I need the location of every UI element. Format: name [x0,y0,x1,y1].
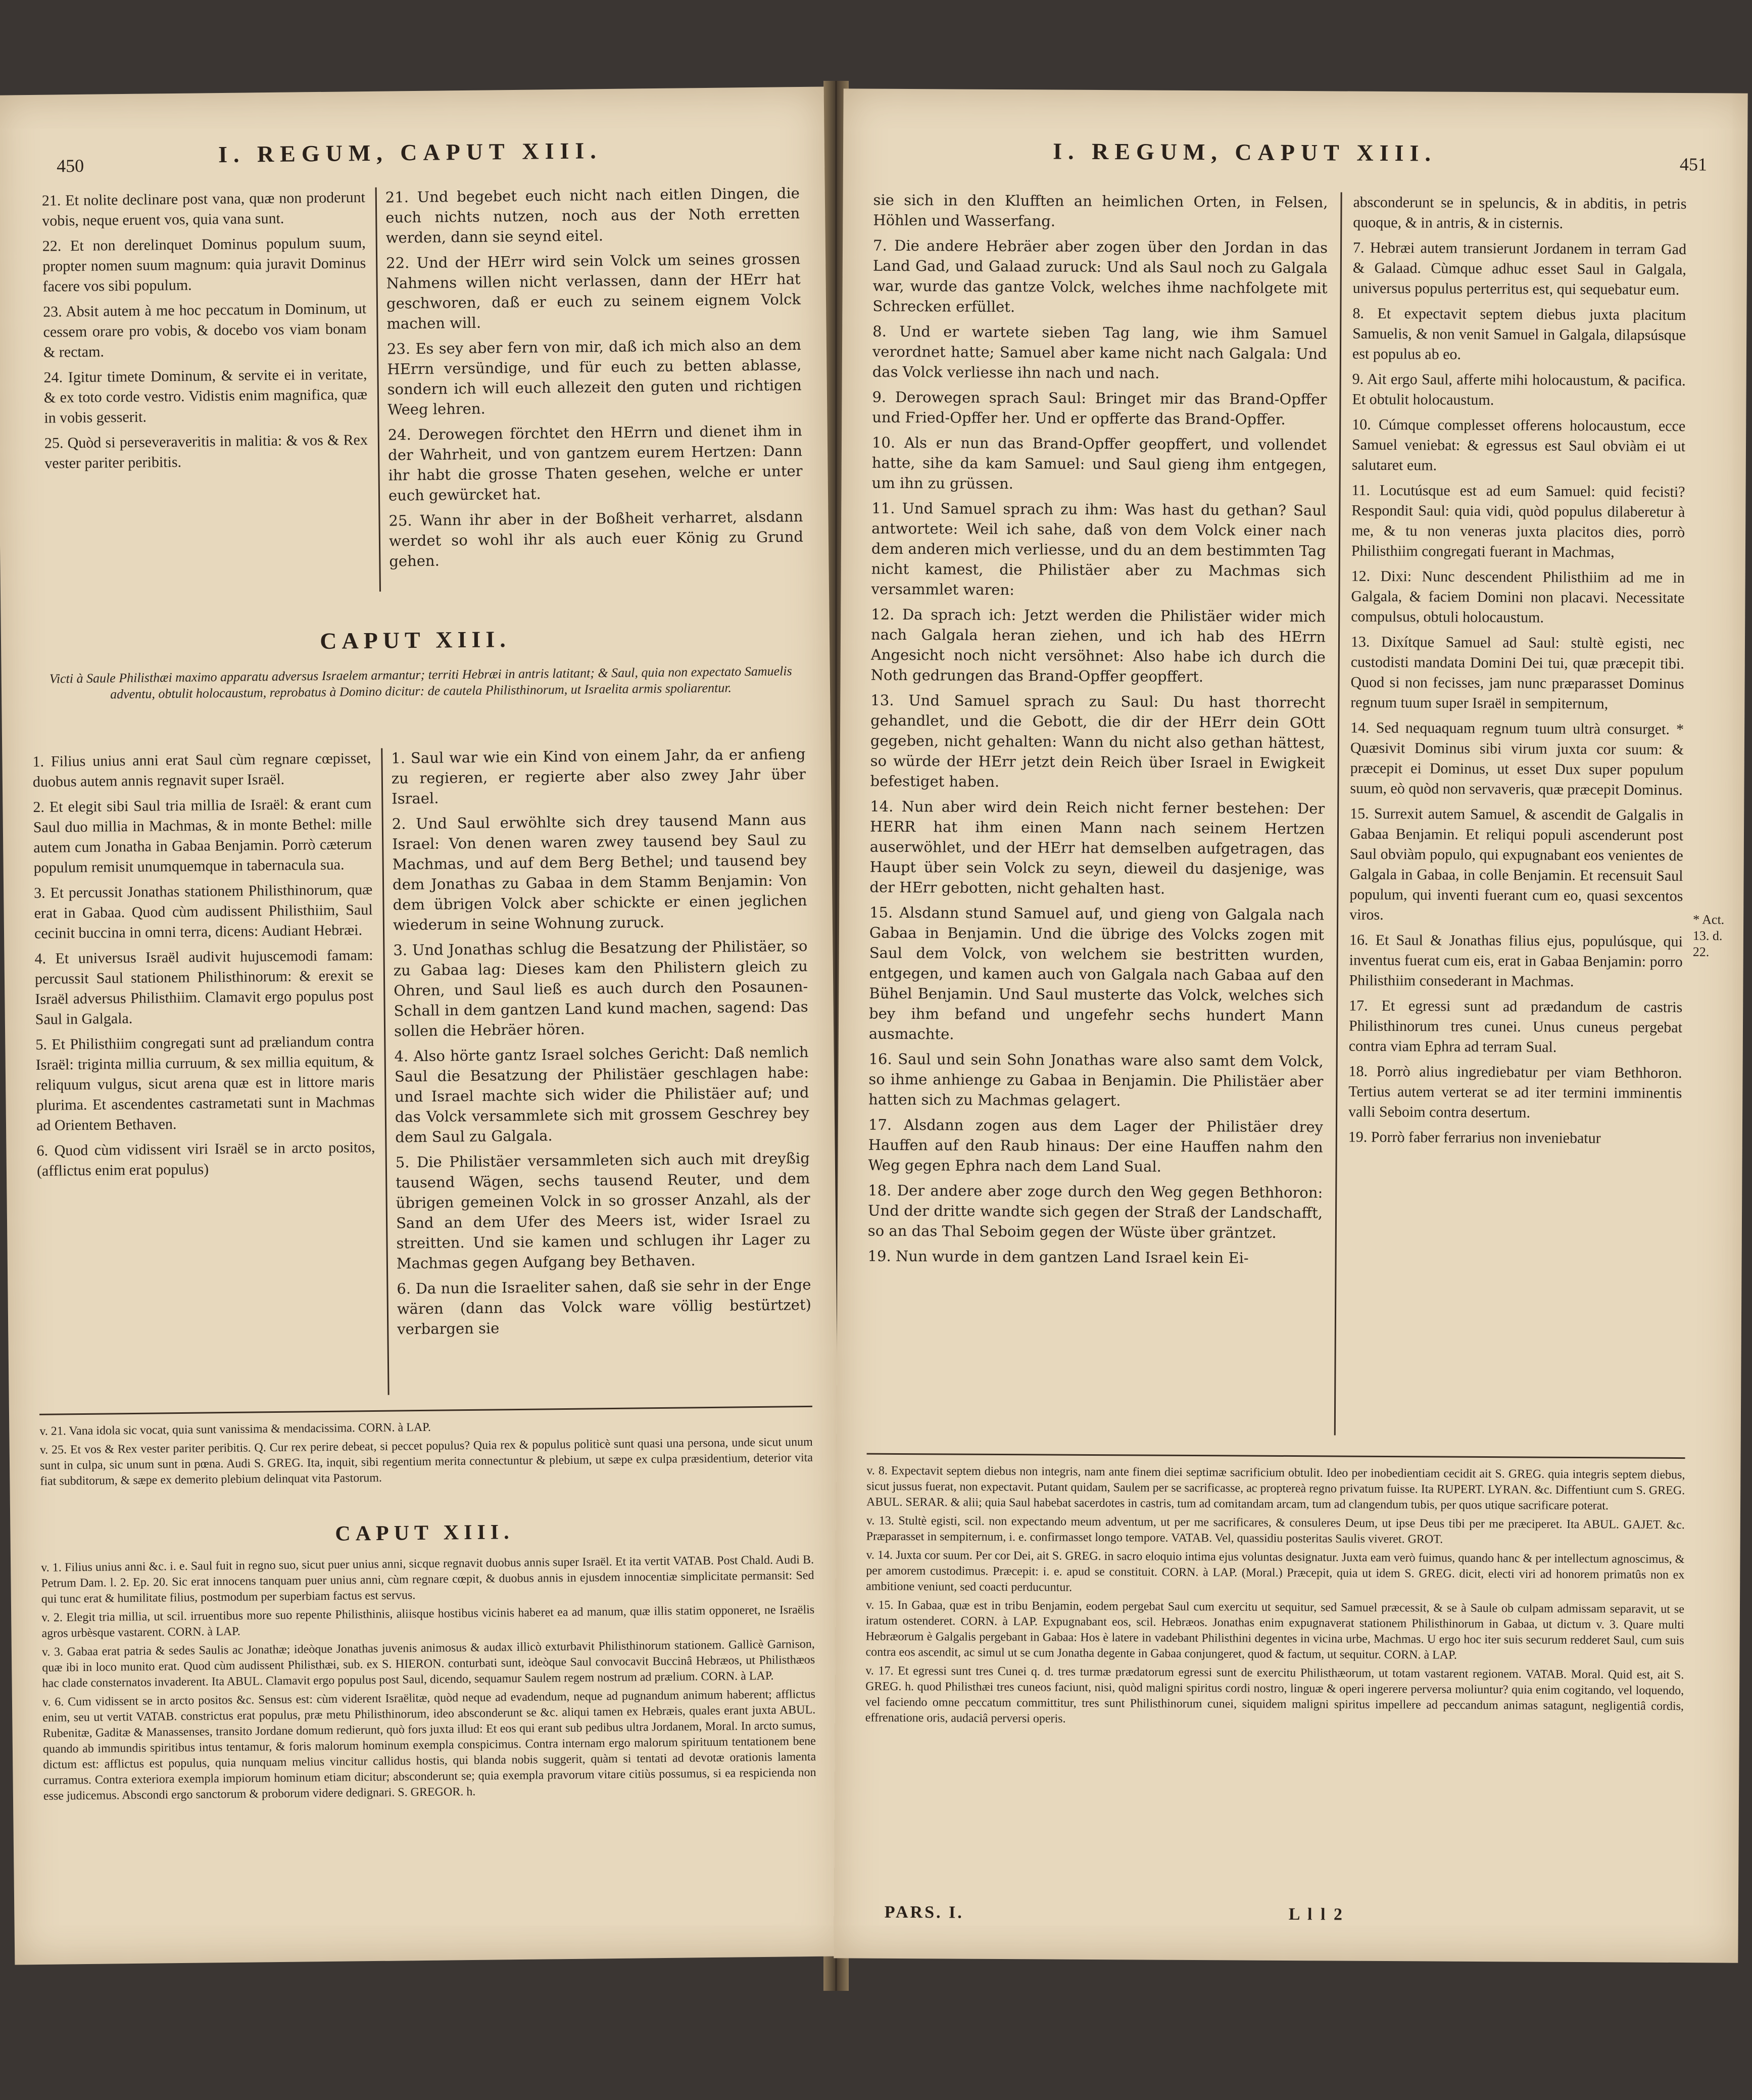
verse: absconderunt se in speluncis, & in abditis, in petris quoque, & in antris, & in cisternis. [1353,194,1687,232]
verse: 4. Also hörte gantz Israel solches Gericht: Daß nemlich Saul die Besatzung der Philistäer geschlagen habe: und Israel machte sich wider die Philistäer auf; und das Volck versammlete sich mit grossem Geschrey bey dem Saul zu Galgala. [394,1043,810,1146]
verse: 25. Wann ihr aber in der Boßheit verharret, alsdann werdet so wohl ihr als auch euer König zu Grund gehen. [388,507,804,570]
latin-column-top [42,187,369,595]
verse: 1. Saul war wie ein Kind von einem Jahr, da er anfieng zu regieren, er regierte aber also zwey Jahr über Israel. [391,745,806,807]
verse: 7. Hebræi autem transierunt Jordanem in terram Gad & Galaad. Cùmque adhuc esset Saul in Galgala, universus populus perterritus est, qui sequebatur eum. [1352,239,1687,299]
verse: 13. Dixítque Samuel ad Saul: stultè egisti, nec custodisti mandata Domini Dei tui, quæ præcepit tibi. Quod si non fecisses, jam nunc præparasset Dominus regnum tuum super Israël in sempiternum, [1350,633,1685,712]
note: v. 21. Vana idola sic vocat, quia sunt vanissima & mendacissima. CORN. à LAP. [39,1420,431,1438]
verse: 19. Porrò faber ferrarius non inveniebatur [1348,1128,1601,1147]
note: v. 13. Stultè egisti, scil. non expectando meum adventum, ut per me sacrificares, & consuleres Deum, ut ipse Deus tibi per me præciperet. Ita ABUL. GAJET. &c. Præparasset in sempiternum, i. e. confirmasset longo tempore. VATAB. Vel, quassidiu posteritas Saulis viveret. GROT. [866,1514,1685,1546]
verse: 11. Und Samuel sprach zu ihm: Was hast du gethan? Saul antwortete: Weil ich sahe, daß von dem Volck einer nach dem anderen mich verliesse, und du an dem bestimmten Tag nicht kamest, die Philistäer aber zu Machmas sich versammlet waren: [871,499,1327,599]
verse: 5. Die Philistäer versammleten sich auch mit dreyßig tausend Wägen, sechs tausend Reuter, und dem übrigen gemeinen Volck in so grosser Anzahl, als der Sand an dem Ufer des Meers ist, wider Israel zu streitten. Und sie kamen und schlugen ihr Lager zu Machmas gegen Aufgang bey Bethaven. [395,1149,811,1272]
verse: 21. Et nolite declinare post vana, quæ non proderunt vobis, neque eruent vos, quia vana sunt. [41,189,365,229]
verse: 23. Absit autem à me hoc peccatum in Dominum, ut cessem orare pro vobis, & docebo vos viam bonam & rectam. [42,300,367,361]
verse: 6. Quod cùm vidissent viri Israël se in arcto positos, (afflictus enim erat populus) [36,1138,375,1179]
notes-divider [39,1406,812,1415]
page-number-left: 450 [56,155,84,176]
verse: 7. Die andere Hebräer aber zogen über den Jordan in das Land Gad, und Galaad zuruck: Und als Saul noch zu Galgala war, wurde das gantze Volck, welches ihme nachfolgete mit Schrecken erfüllet. [872,236,1328,316]
notes [864,1463,1685,1892]
german-column [867,190,1328,1436]
verse: 9. Derowegen sprach Saul: Bringet mir das Brand-Opffer und Fried-Opffer her. Und er opfferte das Brand-Opffer. [872,388,1327,428]
verse: 14. Sed nequaquam regnum tuum ultrà consurget. * Quæsivit Dominus sibi virum juxta cor suum: & præcepit ei Dominus, ut esset Dux super populum suum, eò quòd non servaveris, quæ præcepit Dominus. [1350,719,1684,799]
verse: 8. Et expectavit septem diebus juxta placitum Samuelis, & non venit Samuel in Galgala, dilapsúsque est populus ab eo. [1352,305,1686,363]
verse: 1. Filius unius anni erat Saul cùm regnare cœpisset, duobus autem annis regnavit super Israël. [32,749,371,790]
column-divider [375,187,381,592]
verse: 13. Und Samuel sprach zu Saul: Du hast thorrecht gehandlet, und die Gebott, die dir der HErr dein GOtt gegeben, nicht gehalten: Wann du nicht also gethan hättest, so würde der HErr jetzt dein Reich über Israel in Ewigkeit befestiget haben. [870,691,1326,790]
note: v. 25. Et vos & Rex vester pariter peribitis. Q. Cur rex perire debeat, si peccet populus? Quia rex & populus politicè sunt quasi una persona, unde sicut unum sunt in culpa, sic unum sunt in pœna. Audi S. GREG. Ita, inquit, sibi regentium merita connectuntur & plebium, ut sæpe ex culpa præsidentium, deterior vita fiat subditorum, & sæpe ex demerito plebium delinquat vita Pastorum. [39,1435,813,1488]
german-column-main [391,744,812,1405]
verse: 23. Es sey aber fern von mir, daß ich mich also an dem HErrn versündige, und für euch zu betten ablasse, sondern ich will euch allezeit den guten und richtigen Weeg lehren. [386,336,802,418]
verse: 15. Alsdann stund Samuel auf, und gieng von Galgala nach Gabaa in Benjamin. Und die übrige des Volcks zogen mit Saul dem Volck, von welchem sie bestritten wurden, entgegen, und kamen auch von Galgala nach Gabaa auf den Bühel Benjamin. Und Saul musterte das Volck, welches sich bey ihm befand und ungefehr sechs hundert Mann ausmachte. [868,903,1325,1043]
margin-cross-reference: * Act. 13. d. 22. [1692,912,1725,960]
verse: 3. Und Jonathas schlug die Besatzung der Philistäer, so zu Gabaa lag: Dieses kam den Philistern gleich zu Ohren, und Saul ließ es auch durch den Posaunen-Schall in dem gantzen Land kund machen, sagend: Das sollen die Hebräer hören. [393,937,808,1040]
running-head-right: I. REGUM, CAPUT XIII. [1053,138,1437,166]
verse: 21. Und begebet euch nicht nach eitlen Dingen, die euch nichts nutzen, noch aus der Noth erretten werden, dann sie seynd eitel. [385,184,800,247]
note: v. 3. Gabaa erat patria & sedes Saulis ac Jonathæ; ideòque Jonathas juvenis animosus & audax illicò exturbavit Philisthinorum stationem. Gallicè Garnison, quæ ibi in loco munito erat. Quod cùm audissent Philisthæi, sub. ex S. HIERON. conturbati sunt, ideòque Saul convocavit Buccinâ Hebræos, ut Philisthæos hac clade consternatos invaderent. Ita ABUL. Clamavit ergo populus post Saul, dicendo, sequamur Saulem regem nostrum ad prælium. CORN. à LAP. [41,1637,815,1690]
verse: 14. Nun aber wird dein Reich nicht ferner bestehen: Der HERR hat ihm einen Mann nach seinem Hertzen auserwöhlet, und der HErr hat demselben aufgetragen, das Haupt über sein Volck zu seyn, dieweil du dasjenige, was der HErr gebotten, nicht gehalten hast. [869,797,1325,897]
verse: 9. Ait ergo Saul, afferte mihi holocaustum, & pacifica. Et obtulit holocaustum. [1352,370,1686,409]
verse: 2. Und Saul erwöhlte sich drey tausend Mann aus Israel: Von denen waren zwey tausend bey Saul zu Machmas, und auf dem Berg Bethel; und tausend bey dem Jonathas zu Gabaa in dem Stamm Benjamin: Von dem übrigen Volck aber schickte er einen jeglichen wiederum in seine Wohnung zuruck. [392,810,807,934]
notes-divider [867,1453,1685,1459]
verse: 3. Et percussit Jonathas stationem Philisthinorum, quæ erat in Gabaa. Quod cùm audissent Philisthiim, Saul cecinit buccina in omni terra, dicens: Audiant Hebræi. [34,881,373,942]
verse: sie sich in den Klufften an heimlichen Orten, in Felsen, Höhlen und Wasserfang. [873,191,1328,230]
signature-mark: L l l 2 [1288,1905,1345,1924]
verse: 10. Cúmque complesset offerens holocaustum, ecce Samuel veniebat: & egressus est Saul obviàm ei ut salutaret eum. [1351,416,1686,474]
note: v. 14. Juxta cor suum. Per cor Dei, ait S. GREG. in sacro eloquio intima ejus voluntas designatur. Juxta eam verò fuimus, quando hanc & per intellectum agnoscimus, & per amorem custodimus. Præcepit: i. e. apud se constituit. CORN. à LAP. (Moral.) Præcepit, quia ut idem S. GREG. dicit, electi viri ad honorem primatûs non ex ambitione veniunt, sed coacti perducuntur. [866,1548,1685,1594]
chapter-argument: Victi à Saule Philisthæi maximo apparatu adversus Israelem armantur; territi Hebræi in antris latitant; & Saul, quia non expectato Samuelis adventu, obtulit holocaustum, reprobatus à Domino dicitur: de cautela Philisthinorum, ut Israelita armis spoliarentur. [49,663,792,702]
verse: 12. Da sprach ich: Jetzt werden die Philistäer wider mich nach Galgala heran ziehen, und ich hab des HErrn Angesicht noch nicht versöhnet: Also habe ich durch die Noth gedrungen das Brand-Opffer geopffert. [870,605,1326,686]
verse: 22. Et non derelinquet Dominus populum suum, propter nomen suum magnum: quia juravit Dominus facere vos sibi populum. [42,234,366,295]
verse: 10. Als er nun das Brand-Opffer geopffert, und vollendet hatte, sihe da kam Samuel: und Saul gieng ihm entgegen, um ihn zu grüssen. [871,434,1327,493]
verse: 2. Et elegit sibi Saul tria millia de Israël: & erant cum Saul duo millia in Machmas, & in monte Bethel: mille autem cum Jonatha in Gabaa Benjamin. Porrò cæterum populum remisit unumquemque in tabernacula sua. [33,795,372,876]
running-head-left: I. REGUM, CAPUT XIII. [218,137,603,168]
verse: 11. Locutúsque est ad eum Samuel: quid fecisti? Respondit Saul: quia vidi, quòd populus dilaberetur à me, & tu non veneras juxta placitos dies, porrò Philisthiim congregati fuerant in Machmas, [1351,482,1685,561]
page-number-right: 451 [1679,154,1708,175]
verse: 8. Und er wartete sieben Tag lang, wie ihm Samuel verordnet hatte; Samuel aber kame nicht nach Galgala: Und das Volck verliesse ihn nach und nach. [872,322,1328,382]
note: v. 15. In Gabaa, quæ est in tribu Benjamin, eodem pergebat Saul cum exercitu ut sequitur, sed Samuel præcessit, & se à Saule ob culpam admissam separavit, ut se iratum ostenderet. CORN. à LAP. Expugnabant eos, scil. Hebræos. Jonathas enim expugnaverat stationem Philisthinorum in Gabaa, ut dictum v. 3. Quare multi Hebræorum è Galgalis pergebant in Gabaa: Hos è latere in vadebant Philisthini degentes in vicina urbe, Machmas. U ergo hoc iter suis securum redderet Saul, cum suis contra eos ascendit, ac simul ut se cum Jonatha degente in Gabaa conjungeret, quod & factum, ut sequitur. CORN. à LAP. [865,1598,1685,1662]
verse: 17. Et egressi sunt ad prædandum de castris Philisthinorum tres cunei. Unus cuneus pergebat contra viam Ephra ad terram Sual. [1348,997,1683,1056]
verse: 6. Da nun die Israeliter sahen, daß sie sehr in der Enge wären (dann das Volck ware völlig bestürtzet) verbargen sie [397,1275,811,1338]
column-divider [381,748,389,1395]
note: v. 2. Elegit tria millia, ut scil. irruentibus more suo repente Philisthinis, aliisque hostibus vicinis haberet ea ad manum, quæ illis statim opponeret, ne Israëlis agros urbèsque vastarent. CORN. à LAP. [41,1603,815,1640]
verse: 16. Et Saul & Jonathas filius ejus, populúsque, qui inventus fuerat cum eis, erat in Gabaa Benjamin: porro Philisthiim consederant in Machmas. [1349,931,1683,990]
verse: 17. Alsdann zogen aus dem Lager der Philistäer drey Hauffen auf den Raub hinaus: Der eine Hauffen nahm den Weg gegen Ephra nach dem Land Sual. [868,1116,1324,1175]
verse: 15. Surrexit autem Samuel, & ascendit de Galgalis in Gabaa Benjamin. Et reliqui populi ascenderunt post Saul obviàm populo, qui expugnabant eos venientes de Galgala in Gabaa, in colle Benjamin. Et recensuit Saul populum, qui inventi fuerant cum eo, quasi sexcentos viros. [1349,805,1684,923]
latin-column [1347,193,1687,1437]
note: v. 8. Expectavit septem diebus non integris, nam ante finem diei septimæ sacrificium obtulit. Ideo per inobedientiam cecidit ait S. GREG. quia integris septem diebus, sicut jussus fuerat, non expectavit. Putant quidam, Saulem per se sacrificasse, ac proptereà regno privatum fuisse. Ita RUPERT. LYRAN. &c. Diffentiunt cum S. GREG. ABUL. SERAR. & alii; quia Saul habebat sacerdotes in castris, tum ad comitandam arcam, tum ad clangendum tubis, per quos utique sacrificare poterat. [866,1464,1685,1513]
column-divider [1334,192,1342,1435]
verse: 18. Porrò alius ingrediebatur per viam Bethhoron. Tertius autem verterat se ad iter termini imminentis valli Seboim contra desertum. [1348,1063,1682,1121]
notes-main [41,1552,818,1954]
signature-part: PARS. I. [884,1902,964,1922]
verse: 18. Der andere aber zoge durch den Weg gegen Bethhoron: Und der dritte wandte sich gegen der Straß der Landschafft, so an das Thal Seboim gegen der Wüste über gräntzet. [867,1181,1323,1242]
latin-column-main [32,748,377,1358]
verse: 24. Derowegen förchtet den HErrn und dienet ihm in der Wahrheit, und von gantzem eurem Hertzen: Dann ihr habt die grosse Thaten gesehen, welche er unter euch gewürcket hat. [387,422,803,504]
verse: 22. Und der HErr wird sein Volck um seines grossen Nahmens willen nicht verlassen, dann der HErr hat geschworen, daß er euch zu seinem eignem Volck machen will. [386,250,801,332]
left-page [0,87,843,1965]
notes-title: CAPUT XIII. [335,1520,514,1546]
verse: 12. Dixi: Nunc descendent Philisthiim ad me in Galgala, & faciem Domini non placavi. Necessitate compulsus, obtuli holocaustum. [1351,567,1685,626]
note: v. 1. Filius unius anni &c. i. e. Saul fuit in regno suo, sicut puer unius anni, sicque regnavit duobus annis super Israël. Et ita vertit VATAB. Post Chald. Audi B. Petrum Dam. l. 2. Ep. 20. Sic erat innocens tanquam puer unius anni, cùm regnare cœpit, & duobus annis in ejusdem innocentiæ simplicitate permansit: Sed qui tunc erat & humilitate filius, postmodum per superbiam factus est servus. [41,1553,814,1606]
verse: 24. Igitur timete Dominum, & servite ei in veritate, & ex toto corde vestro. Vidistis enim magnifica, quæ in vobis gesserit. [43,366,368,426]
verse: 5. Et Philisthiim congregati sunt ad præliandum contra Israël: triginta millia curruum, & sex millia equitum, & reliquum vulgus, sicut arena quæ est in littore maris plurima. Et ascendentes castrametati sunt in Machmas ad Orientem Bethaven. [35,1032,375,1134]
verse: 16. Saul und sein Sohn Jonathas ware also samt dem Volck, so ihme anhienge zu Gabaa in Benjamin. Die Philistäer aber hatten sich zu Machmas gelagert. [868,1050,1324,1110]
verse: 4. Et universus Israël audivit hujuscemodi famam: percussit Saul stationem Philisthinorum: & erexit se Israël adversus Philisthiim. Clamavit ergo populus post Saul in Galgala. [34,946,374,1028]
note: v. 17. Et egressi sunt tres Cunei q. d. tres turmæ prædatorum egressi sunt de exercitu Philisthæorum, ut totam vastarent regionem. VATAB. Moral. Quid est, ait S. GREG. h. quod Philisthæi tres cuneos faciunt, nisi, quòd maligni spiritus cordi nostro, linguæ & operi ingerere perversa moliuntur? quia enim cogitando, vel loquendo, vel faciendo omne peccatum committitur, tres sunt Philisthinorum cunei, siquidem maligni spiritus impellere ad peccandum animas satagunt, negligentiâ cordis, effrenatione oris, audaciâ perversi operis. [865,1664,1684,1726]
notes-top [39,1416,813,1493]
right-page [834,88,1747,1963]
verse: 19. Nun wurde in dem gantzen Land Israel kein Ei- [867,1247,1249,1267]
verse: 25. Quòd si perseveraveritis in malitia: & vos & Rex vester pariter peribitis. [44,432,368,472]
chapter-title: CAPUT XIII. [319,626,511,654]
german-column-top [385,183,804,607]
note: v. 6. Cum vidissent se in arcto positos &c. Sensus est: cùm viderent Israëlitæ, quòd neque ad evadendum, neque ad pugnandum animum haberent; afflictus enim, seu ut vertit VATAB. constrictus erat populus, præ metu Philisthinorum, ideo absconderunt se &c. aliqui tamen ex Hebræis, quales erant juxta ABUL. Rubenitæ, Gaditæ & Manassenses, transito Jordane domum redierunt, quò fors juxta illud: Et eos qui erant sub pedibus ultra Jordanem, Moral. In arcto sumus, quando ab immundis spiritibus intus tentamur, & foris malorum hominum exempla conspicimus. Contra internam ergo malorum spirituum tentationem bene dictum est: afflictus est populus, quia nunquam melius vincitur callidus hostis, qui blanda nobis suggerit, quàm si tentati ad devotæ orationis lamenta curramus. Contra exteriora exempla impiorum hominum etiam dicitur; absconderunt se; quia exempla pravorum vitare citiùs possumus, si ea respicienda non esse judicemus. Abscondi ergo sanctorum & proborum videre dedignari. S. GREGOR. h. [42,1687,816,1803]
